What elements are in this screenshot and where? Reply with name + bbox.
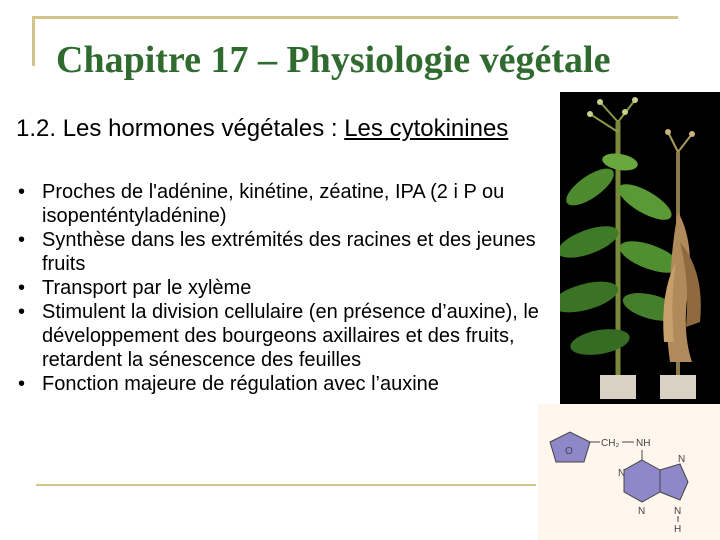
bullet-text: Proches de l'adénine, kinétine, zéatine, IPA (2 i P ou isopenténtyladénine) <box>42 181 505 227</box>
section-heading <box>16 114 556 144</box>
bullet-dot: • <box>18 301 26 323</box>
bullet-item <box>16 300 564 372</box>
slide-title: Chapitre 17 – Physiologie végétale <box>56 39 611 81</box>
section-heading-topic: Les cytokinines <box>344 115 509 142</box>
bullet-item <box>16 180 564 228</box>
top-rule <box>32 16 678 19</box>
bullet-text: Stimulent la division cellulaire (en présence d’auxine), le développement des bourgeons axillaires et des fruits, retardent la sénescence des feuilles <box>42 301 539 371</box>
ch2-label: CH₂ <box>601 438 620 449</box>
atom-n-label: N <box>674 506 682 517</box>
bottom-rule <box>36 484 536 486</box>
atom-n-label: N <box>678 454 686 465</box>
bullet-text: Synthèse dans les extrémités des racines et des jeunes fruits <box>42 229 536 275</box>
bullet-dot: • <box>18 229 26 251</box>
nh-label: NH <box>636 438 651 449</box>
bullet-text: Fonction majeure de régulation avec l’auxine <box>42 373 439 395</box>
bullet-text: Transport par le xylème <box>42 277 252 299</box>
bullet-dot: • <box>18 181 26 203</box>
atom-h-label: H <box>674 524 682 535</box>
left-rule <box>32 16 35 66</box>
atom-o-label: O <box>565 446 573 457</box>
atom-n-label: N <box>638 506 646 517</box>
bullet-item <box>16 228 564 276</box>
bullet-dot: • <box>18 373 26 395</box>
bullet-dot: • <box>18 277 26 299</box>
atom-n-label: N <box>618 468 626 479</box>
pot-right <box>660 375 696 399</box>
bullet-item <box>16 372 564 396</box>
bullet-item <box>16 276 564 300</box>
bullet-list <box>16 180 564 396</box>
plant-photo <box>560 92 720 406</box>
section-heading-prefix: 1.2. Les hormones végétales : <box>16 115 345 142</box>
kinetin-structure-diagram <box>538 404 720 540</box>
pot-left <box>600 375 636 399</box>
